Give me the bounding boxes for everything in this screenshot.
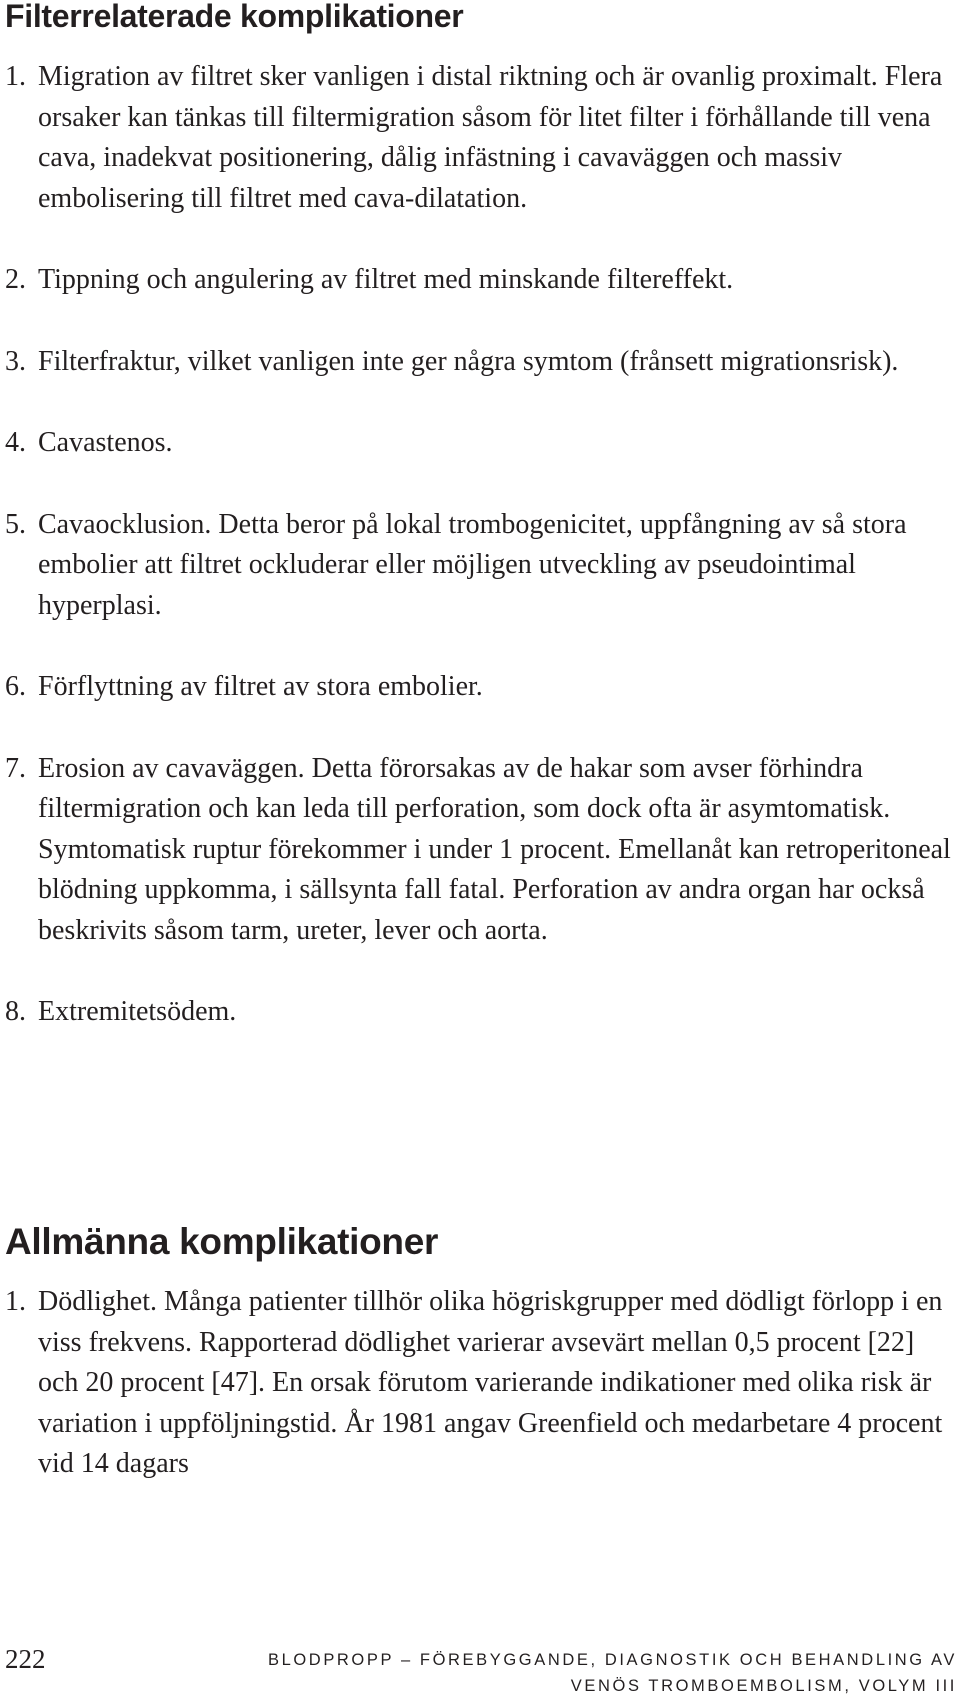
- filter-complications-list: [0, 57, 955, 1074]
- list-item: [0, 667, 955, 708]
- list-item: [0, 342, 955, 383]
- list-item: [0, 260, 955, 301]
- list-item: [0, 505, 955, 627]
- item-number: 1.: [5, 61, 26, 92]
- section-heading-general-complications: Allmänna komplikationer: [5, 1221, 439, 1262]
- footer-title-line-1: BLODPROPP – FÖREBYGGANDE, DIAGNOSTIK OCH BEHANDLING AV: [267, 1651, 957, 1669]
- item-text: Dödlighet. Många patienter tillhör olika högriskgrupper med dödligt förlopp i en viss frekvens. Rapporterad dödlighet varierar avsevärt mellan 0,5 procent [22] och 20 procent [47]. En orsak förutom varierande indikationer med olika risk är variation i uppföljningstid. År 1981 angav Greenfield och medarbetare 4 procent vid 14 dagars: [38, 1286, 943, 1479]
- section-heading-filter-complications: Filterrelaterade komplikationer: [5, 0, 464, 34]
- running-footer-title: [268, 1647, 957, 1699]
- item-text: Förflyttning av filtret av stora embolier.: [38, 671, 483, 702]
- list-item: [0, 992, 955, 1033]
- item-text: Cavaocklusion. Detta beror på lokal trombogenicitet, uppfångning av så stora embolier att filtret ockluderar eller möjligen utveckling av pseudointimal hyperplasi.: [38, 508, 907, 621]
- item-number: 5.: [5, 508, 26, 540]
- item-text: Filterfraktur, vilket vanligen inte ger några symtom (frånsett migrationsrisk).: [38, 345, 899, 377]
- item-number: 1.: [5, 1286, 26, 1317]
- item-number: 4.: [5, 427, 26, 458]
- page-number: 222: [5, 1644, 46, 1674]
- item-text: Migration av filtret sker vanligen i distal riktning och är ovanlig proximalt. Flera orsaker kan tänkas till filtermigration såsom för litet filter i förhållande till vena cava, inadekvat positionering, dålig infästning i cavaväggen och massiv embolisering till filtret med cava-dilatation.: [38, 61, 943, 214]
- list-item: [0, 423, 955, 464]
- list-item: [0, 749, 955, 952]
- list-item: [0, 1282, 955, 1485]
- item-text: Tippning och angulering av filtret med minskande filtereffekt.: [38, 264, 734, 295]
- item-number: 8.: [5, 996, 26, 1027]
- item-text: Extremitetsödem.: [38, 996, 237, 1027]
- item-number: 2.: [5, 264, 26, 295]
- item-text: Cavastenos.: [38, 427, 173, 458]
- item-text: Erosion av cavaväggen. Detta förorsakas av de hakar som avser förhindra filtermigration och kan leda till perforation, som dock ofta är asymtomatisk. Symtomatisk ruptur förekommer i under 1 procent. Emellanåt kan retroperitoneal blödning uppkomma, i sällsynta fall fatal. Perforation av andra organ har också beskrivits såsom tarm, ureter, lever och aorta.: [38, 752, 951, 946]
- footer-title-line-2: VENÖS TROMBOEMBOLISM, VOLYM III: [570, 1677, 957, 1695]
- item-number: 6.: [5, 671, 26, 702]
- list-item: [0, 57, 955, 219]
- general-complications-list: [0, 1282, 955, 1526]
- item-number: 3.: [5, 345, 26, 377]
- item-number: 7.: [5, 752, 26, 784]
